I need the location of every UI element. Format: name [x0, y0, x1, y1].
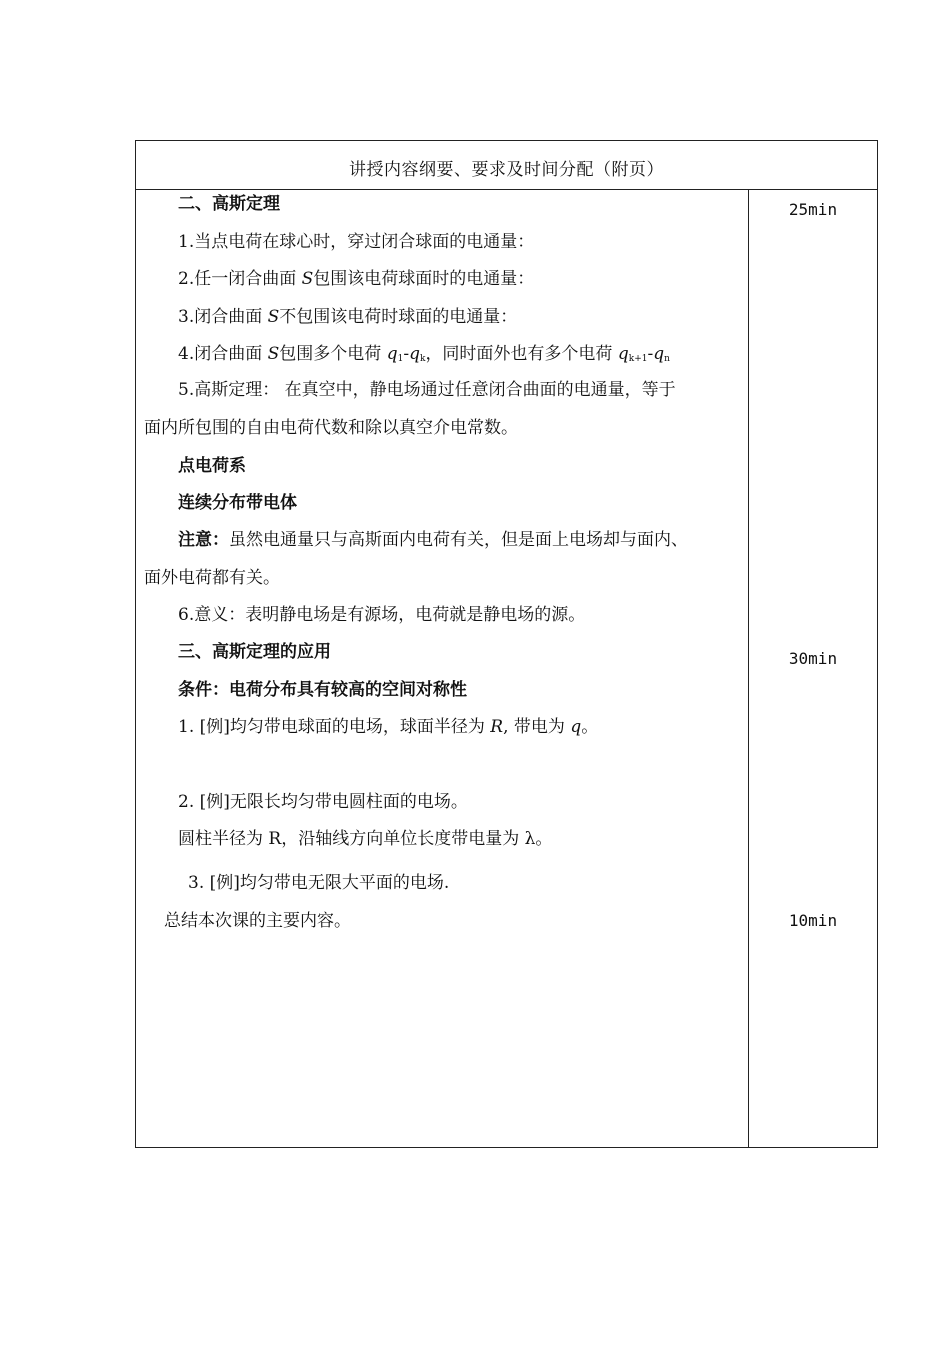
continuous-charged-body: 连续分布带电体: [178, 493, 297, 513]
example-3: 3. [例]均匀带电无限大平面的电场.: [188, 873, 450, 893]
note-line-1: 注意：虽然电通量只与高斯面内电荷有关，但是面上电场却与面内、: [178, 530, 688, 550]
item-6: 6.意义：表明静电场是有源场，电荷就是静电场的源。: [178, 605, 586, 625]
item-5-line-2: 面内所包围的自由电荷代数和除以真空介电常数。: [144, 418, 518, 438]
summary-line: 总结本次课的主要内容。: [164, 911, 351, 931]
time-allocation-1: 25min: [788, 200, 838, 219]
time-allocation-2: 30min: [788, 649, 838, 668]
condition-line: 条件：电荷分布具有较高的空间对称性: [178, 680, 467, 700]
example-2: 2. [例]无限长均匀带电圆柱面的电场。: [178, 792, 468, 812]
section-two-title: 二、高斯定理: [178, 194, 280, 214]
time-allocation-3: 10min: [788, 911, 838, 930]
column-divider: [748, 190, 749, 1147]
point-charge-system: 点电荷系: [178, 456, 246, 476]
item-3: 3.闭合曲面 S不包围该电荷时球面的电通量：: [178, 307, 518, 327]
item-1: 1.当点电荷在球心时，穿过闭合球面的电通量：: [178, 232, 535, 252]
example-1: 1. [例]均匀带电球面的电场，球面半径为 R, 带电为 q。: [178, 717, 599, 737]
item-2: 2.任一闭合曲面 S包围该电荷球面时的电通量：: [178, 269, 535, 289]
syllabus-table: [135, 140, 878, 1148]
item-5-line-1: 5.高斯定理： 在真空中，静电场通过任意闭合曲面的电通量，等于: [178, 380, 676, 400]
example-2-detail: 圆柱半径为 R，沿轴线方向单位长度带电量为 λ。: [178, 829, 553, 849]
table-header: 讲授内容纲要、要求及时间分配（附页）: [136, 141, 877, 190]
item-4: 4.闭合曲面 S包围多个电荷 $q_1-q_k$，同时面外也有多个电荷 $q_{k+1}-q_n$: [178, 344, 670, 364]
note-line-2: 面外电荷都有关。: [144, 568, 280, 588]
section-three-title: 三、高斯定理的应用: [178, 642, 331, 662]
